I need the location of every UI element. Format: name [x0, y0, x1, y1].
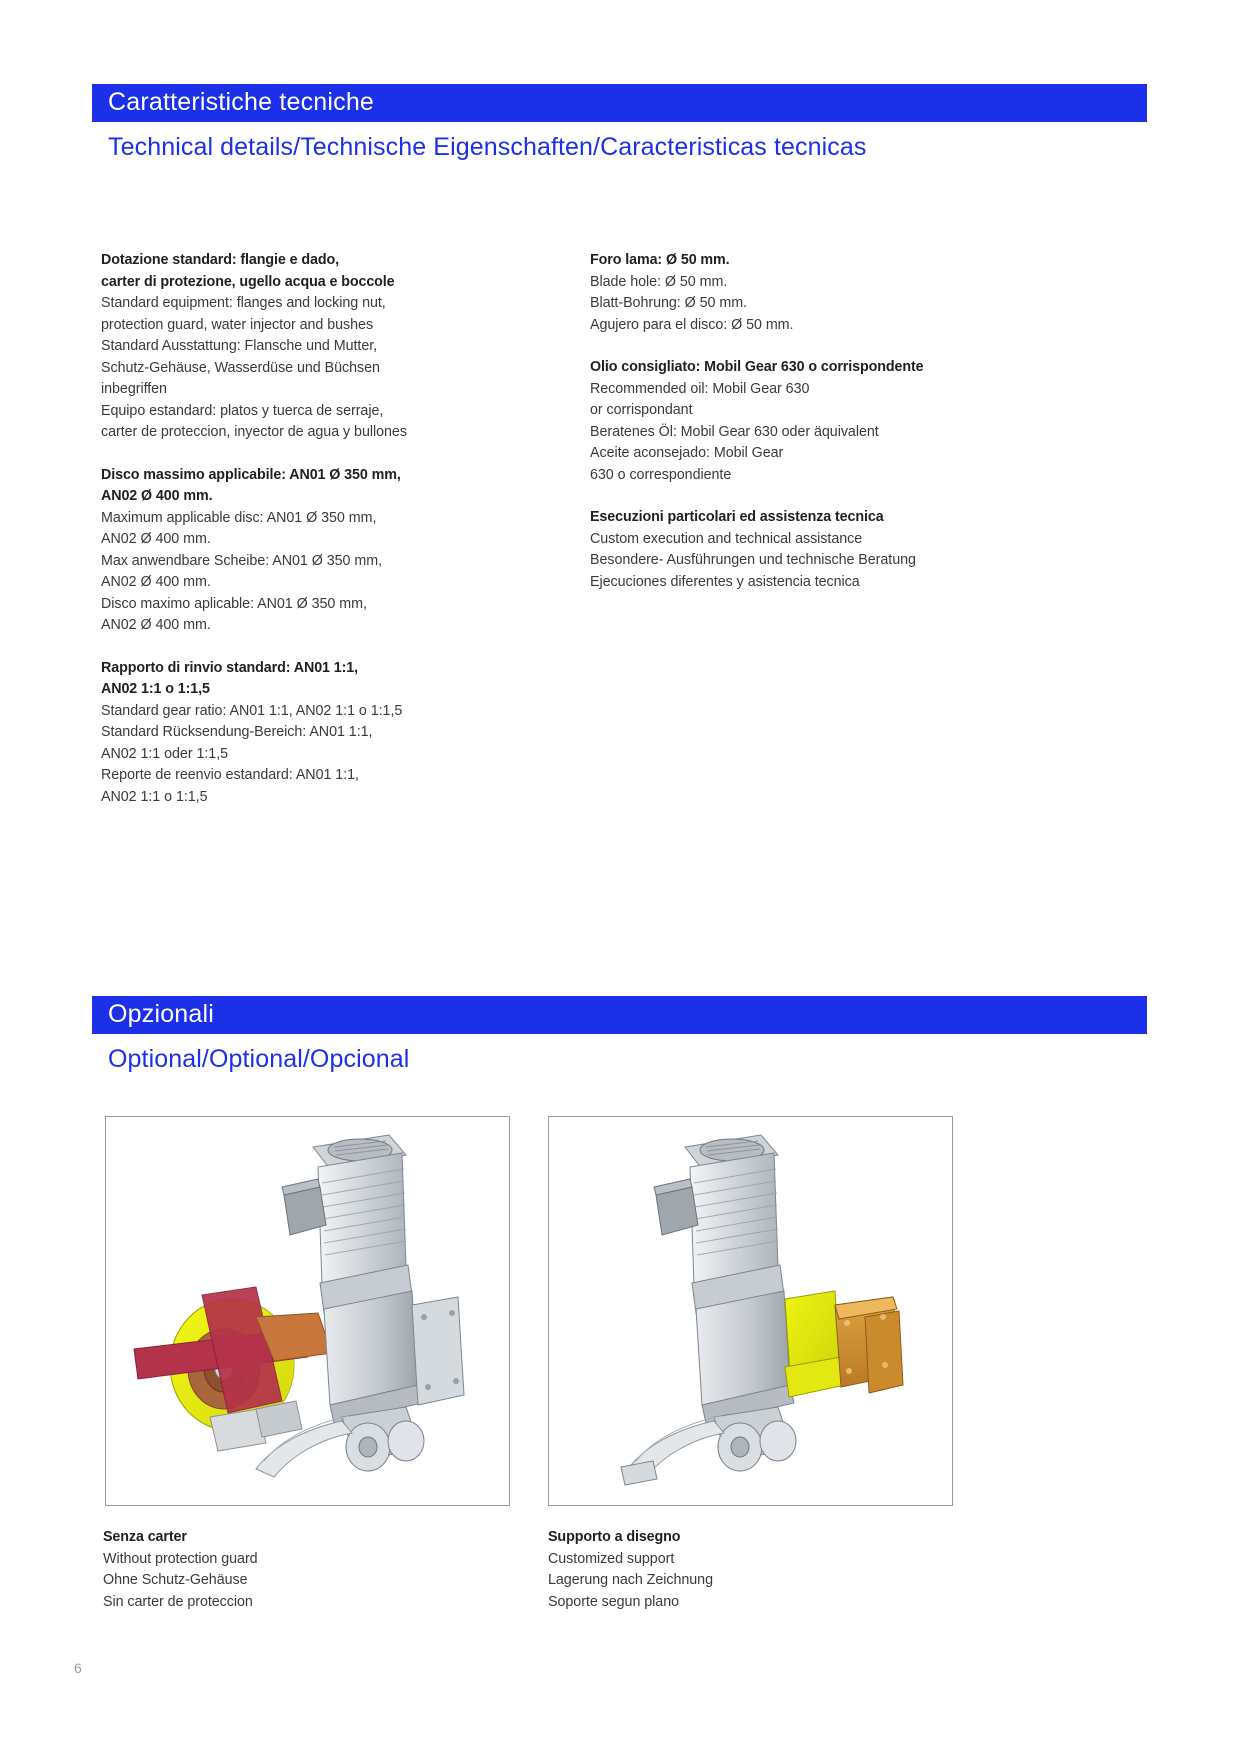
spec-bold-line: Olio consigliato: Mobil Gear 630 o corrispondente: [590, 359, 924, 375]
spec-line: Beratenes Öl: Mobil Gear 630 oder äquivalent: [590, 423, 879, 440]
spec-block-standard-equipment: [101, 250, 521, 444]
spec-line: or corrispondant: [590, 402, 693, 418]
blade-guard-assembly: [134, 1287, 332, 1451]
page-number: 6: [74, 1660, 82, 1676]
spec-block-max-disc: [101, 465, 521, 637]
spec-line: Aceite aconsejado: Mobil Gear: [590, 445, 784, 461]
caption-line: Sin carter de proteccion: [103, 1593, 253, 1610]
spec-line: Equipo estandard: platos y tuerca de serraje,: [101, 402, 384, 419]
section-banner-technical: [92, 84, 1147, 122]
spec-line: Standard gear ratio: AN01 1:1, AN02 1:1 o 1:1,5: [101, 702, 403, 719]
technical-left-column: [101, 250, 521, 808]
figure-caption-customized-support: [548, 1527, 948, 1613]
section-banner-optional: [92, 996, 1147, 1034]
figure-without-guard: [105, 1116, 510, 1506]
section-subtitle-optional: Optional/Optional/Opcional: [108, 1045, 410, 1073]
spec-line: Blade hole: Ø 50 mm.: [590, 273, 728, 290]
section-title-technical: Caratteristiche tecniche: [108, 88, 375, 116]
spec-line: Maximum applicable disc: AN01 Ø 350 mm,: [101, 509, 377, 526]
spec-line: Standard Rücksendung-Bereich: AN01 1:1,: [101, 724, 373, 740]
cutting-head-without-guard-illustration: [106, 1117, 509, 1505]
spec-line: Max anwendbare Scheibe: AN01 Ø 350 mm,: [101, 552, 383, 569]
spec-line: Standard Ausstattung: Flansche und Mutter,: [101, 338, 378, 354]
spec-bold-line: AN02 Ø 400 mm.: [101, 488, 213, 504]
spec-line: Reporte de reenvio estandard: AN01 1:1,: [101, 767, 359, 783]
spec-bold-line: AN02 1:1 o 1:1,5: [101, 681, 210, 697]
spec-line: AN02 1:1 o 1:1,5: [101, 788, 208, 805]
spec-line: Schutz-Gehäuse, Wasserdüse und Büchsen: [101, 359, 380, 376]
spec-line: AN02 1:1 oder 1:1,5: [101, 745, 229, 762]
spec-bold-line: Foro lama: Ø 50 mm.: [590, 252, 730, 268]
spec-block-gear-ratio: [101, 658, 521, 809]
spec-line: Disco maximo aplicable: AN01 Ø 350 mm,: [101, 595, 367, 612]
spec-line: Ejecuciones diferentes y asistencia tecnica: [590, 573, 860, 590]
technical-right-column: [590, 250, 1040, 593]
spec-line: Recommended oil: Mobil Gear 630: [590, 380, 810, 397]
caption-line: Ohne Schutz-Gehäuse: [103, 1572, 248, 1588]
figure-caption-without-guard: [103, 1527, 503, 1613]
spec-line: Standard equipment: flanges and locking nut,: [101, 295, 386, 311]
spec-line: 630 o correspondiente: [590, 466, 732, 483]
spec-line: AN02 Ø 400 mm.: [101, 617, 211, 633]
spec-line: Custom execution and technical assistance: [590, 530, 863, 547]
caption-line: Customized support: [548, 1550, 675, 1567]
spec-line: AN02 Ø 400 mm.: [101, 531, 211, 547]
caption-title: Supporto a disegno: [548, 1529, 681, 1545]
spec-line: inbegriffen: [101, 381, 167, 397]
spec-bold-line: Dotazione standard: flangie e dado,: [101, 252, 339, 268]
spec-bold-line: carter di protezione, ugello acqua e boccole: [101, 273, 395, 290]
caption-title: Senza carter: [103, 1529, 187, 1545]
section-title-optional: Opzionali: [108, 1000, 215, 1028]
spec-line: carter de proteccion, inyector de agua y bullones: [101, 424, 407, 440]
section-subtitle-technical: Technical details/Technische Eigenschaften/Caracteristicas tecnicas: [108, 133, 867, 161]
spec-line: Besondere- Ausführungen und technische Beratung: [590, 552, 916, 568]
spec-line: Agujero para el disco: Ø 50 mm.: [590, 316, 794, 333]
cutting-head-customized-support-illustration: [549, 1117, 952, 1505]
caption-line: Lagerung nach Zeichnung: [548, 1572, 713, 1588]
spec-bold-line: Disco massimo applicabile: AN01 Ø 350 mm,: [101, 466, 401, 483]
caption-line: Soporte segun plano: [548, 1593, 680, 1610]
spec-line: AN02 Ø 400 mm.: [101, 574, 211, 590]
spec-bold-line: Esecuzioni particolari ed assistenza tecnica: [590, 509, 884, 525]
spec-bold-line: Rapporto di rinvio standard: AN01 1:1,: [101, 659, 359, 676]
figure-customized-support: [548, 1116, 953, 1506]
spec-line: Blatt-Bohrung: Ø 50 mm.: [590, 295, 747, 311]
spec-block-custom-execution: [590, 507, 1040, 593]
machine-body: [621, 1135, 903, 1485]
spec-line: protection guard, water injector and bushes: [101, 316, 374, 333]
custom-support-bracket: [785, 1291, 903, 1397]
caption-line: Without protection guard: [103, 1550, 258, 1567]
spec-block-blade-hole: [590, 250, 1040, 336]
spec-block-recommended-oil: [590, 357, 1040, 486]
